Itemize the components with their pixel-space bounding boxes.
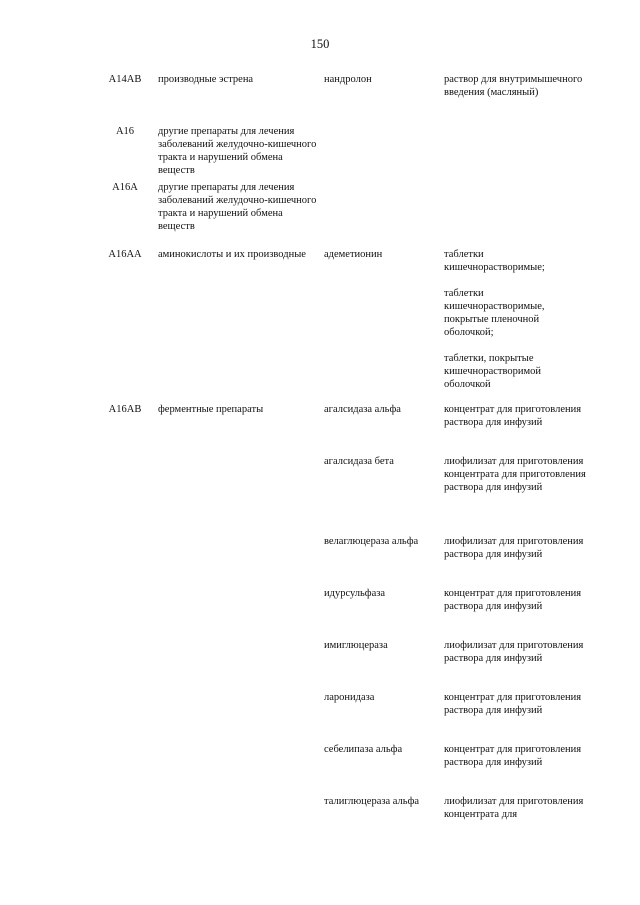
dosage-forms	[444, 73, 586, 99]
atc-group-name: другие препараты для лечения заболеваний желудочно-кишечного тракта и нарушений обмена веществ	[158, 182, 317, 232]
atc-code: A16	[115, 126, 135, 137]
dosage-forms	[444, 691, 586, 717]
atc-group-name: ферментные препараты	[158, 404, 264, 415]
table-row	[96, 743, 586, 795]
dosage-forms	[444, 795, 586, 821]
atc-group-name: производные эстрена	[158, 74, 254, 85]
dosage-forms	[444, 455, 586, 494]
atc-code: A16A	[112, 182, 138, 193]
dosage-forms	[444, 743, 586, 769]
drug-name: нандролон	[324, 74, 372, 85]
drug-name: себелипаза альфа	[324, 744, 403, 755]
table-row	[96, 587, 586, 639]
atc-group-name: другие препараты для лечения заболеваний желудочно-кишечного тракта и нарушений обмена веществ	[158, 126, 317, 176]
dosage-forms	[444, 535, 586, 561]
dosage-forms	[444, 248, 586, 391]
drug-name: идурсульфаза	[324, 588, 386, 599]
drug-name: агалсидаза бета	[324, 456, 394, 467]
table-row	[96, 639, 586, 691]
dosage-form: лиофилизат для приготовления концентрата для приготовления раствора для инфузий	[444, 456, 586, 493]
drug-table	[96, 73, 586, 855]
atc-code: A14AB	[108, 74, 142, 85]
table-row	[96, 795, 586, 855]
dosage-forms	[444, 403, 586, 429]
table-row	[96, 455, 586, 535]
atc-code: A16AA	[108, 249, 142, 260]
dosage-form: раствор для внутримышечного введения (масляный)	[444, 74, 583, 98]
drug-name: агалсидаза альфа	[324, 404, 401, 415]
dosage-forms	[444, 639, 586, 665]
dosage-form: концентрат для приготовления раствора для инфузий	[444, 692, 582, 716]
dosage-form: лиофилизат для приготовления раствора для инфузий	[444, 640, 584, 664]
table-row	[96, 535, 586, 587]
drug-name: имиглюцераза	[324, 640, 388, 651]
table-row	[96, 125, 586, 181]
drug-name: талиглюцераза альфа	[324, 796, 420, 807]
atc-group-name: аминокислоты и их производные	[158, 249, 306, 260]
drug-name: адеметионин	[324, 249, 383, 260]
dosage-form: концентрат для приготовления раствора для инфузий	[444, 588, 582, 612]
drug-name: ларонидаза	[324, 692, 375, 703]
table-row	[96, 181, 586, 248]
atc-code: A16AB	[108, 404, 142, 415]
page-number: 150	[310, 37, 330, 51]
dosage-form: таблетки кишечнорастворимые;	[444, 249, 545, 273]
dosage-forms	[444, 587, 586, 613]
dosage-form: таблетки, покрытые кишечнорастворимой оболочкой	[444, 353, 542, 390]
drug-name: велаглюцераза альфа	[324, 536, 419, 547]
dosage-form: лиофилизат для приготовления раствора для инфузий	[444, 536, 584, 560]
dosage-form: таблетки кишечнорастворимые, покрытые пленочной оболочкой;	[444, 288, 545, 338]
table-row	[96, 248, 586, 403]
dosage-form: концентрат для приготовления раствора для инфузий	[444, 744, 582, 768]
dosage-form: лиофилизат для приготовления концентрата для	[444, 796, 584, 820]
table-row	[96, 691, 586, 743]
table-row	[96, 73, 586, 125]
dosage-form: концентрат для приготовления раствора для инфузий	[444, 404, 582, 428]
table-row	[96, 403, 586, 455]
